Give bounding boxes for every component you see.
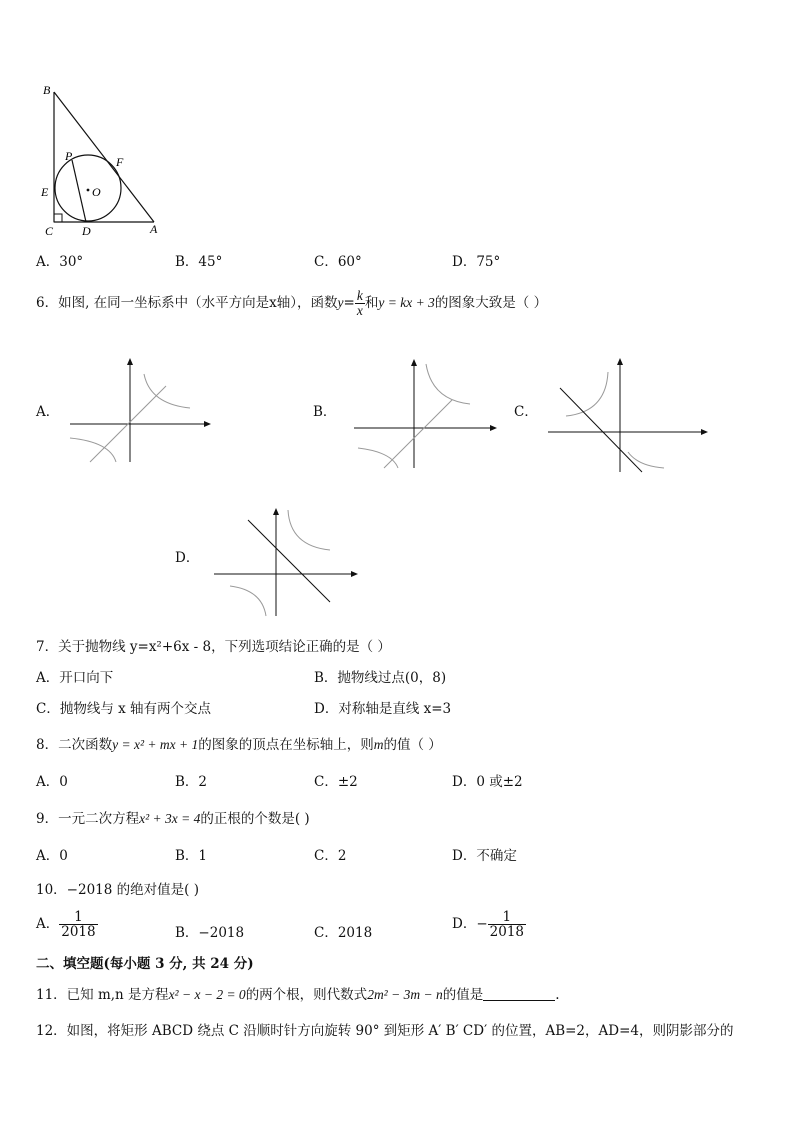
q9-suffix: 的正根的个数是( ) xyxy=(200,811,310,827)
q9-option-a[interactable]: A．0 xyxy=(36,848,68,864)
q10-a-den: 2018 xyxy=(61,924,96,941)
q11-end: . xyxy=(555,987,560,1003)
q5-triangle-figure xyxy=(36,80,166,238)
q6-option-c-label[interactable]: C． xyxy=(514,404,538,420)
q11-stem xyxy=(36,983,560,1003)
q11-prefix: 11．已知 m,n 是方程 xyxy=(36,987,169,1003)
q10-d-num: 1 xyxy=(488,910,526,925)
q7-stem: 7．关于抛物线 y=x²+6x - 8，下列选项结论正确的是（ ） xyxy=(36,639,391,655)
q10-stem: 10．−2018 的绝对值是( ) xyxy=(36,882,199,898)
q8-option-d[interactable]: D．0 或±2 xyxy=(452,774,523,790)
q10-option-a-label: A． xyxy=(36,916,60,933)
q10-option-d-fraction xyxy=(488,910,526,939)
q8-stem xyxy=(36,733,442,753)
q8-option-c[interactable]: C．±2 xyxy=(314,774,358,790)
q6-option-b-label[interactable]: B． xyxy=(313,404,337,420)
q9-stem xyxy=(36,807,310,827)
label-F: F xyxy=(116,155,124,169)
q10-option-c[interactable]: C．2018 xyxy=(314,925,373,941)
q7-option-c[interactable]: C．抛物线与 x 轴有两个交点 xyxy=(36,701,212,717)
q10-d-den: 2018 xyxy=(489,924,524,941)
q9-expr: x² + 3x = 4 xyxy=(139,811,201,826)
q6-and: 和 xyxy=(364,295,379,311)
q10-option-d-label: D．− xyxy=(452,916,488,933)
q8-prefix: 8．二次函数 xyxy=(36,737,113,753)
q6-fraction xyxy=(355,289,365,318)
q9-option-b[interactable]: B．1 xyxy=(175,848,208,864)
q7-option-a[interactable]: A．开口向下 xyxy=(36,670,114,686)
q11-answer-blank[interactable] xyxy=(483,986,555,1001)
q7-option-d[interactable]: D．对称轴是直线 x=3 xyxy=(314,701,452,717)
q12-stem: 12．如图，将矩形 ABCD 绕点 C 沿顺时针方向旋转 90° 到矩形 A′ B′ CD′ 的位置，AB=2，AD=4，则阴影部分的 xyxy=(36,1023,734,1039)
q6-graph-c[interactable] xyxy=(546,356,711,474)
label-A: A xyxy=(150,222,158,236)
q9-option-d[interactable]: D．不确定 xyxy=(452,848,517,864)
q9-option-c[interactable]: C．2 xyxy=(314,848,347,864)
q10-option-a[interactable] xyxy=(36,910,98,939)
q10-a-num: 1 xyxy=(59,910,97,925)
q8-m: m xyxy=(373,737,384,752)
q6-graph-d[interactable] xyxy=(212,506,362,618)
q5-option-c[interactable]: C．60° xyxy=(314,254,362,270)
q11-expr: x² − x − 2 = 0 xyxy=(168,987,246,1002)
section-heading-fill-in: 二、填空题(每小题 3 分, 共 24 分) xyxy=(36,956,254,972)
q5-option-b[interactable]: B．45° xyxy=(175,254,223,270)
label-D: D xyxy=(82,224,91,238)
q6-graph-a[interactable] xyxy=(68,356,213,464)
q10-option-b[interactable]: B．−2018 xyxy=(175,925,245,941)
label-E: E xyxy=(41,185,49,199)
q6-frac-den: x xyxy=(356,303,363,318)
q6-eq2: y = kx + 3 xyxy=(378,295,435,310)
q11-mid: 的两个根，则代数式 xyxy=(245,987,368,1003)
label-B: B xyxy=(43,83,51,97)
q10-option-a-fraction xyxy=(59,910,97,939)
q8-option-a[interactable]: A．0 xyxy=(36,774,68,790)
q6-graph-b[interactable] xyxy=(352,356,500,471)
q8-expr: y = x² + mx + 1 xyxy=(112,737,199,752)
q6-eq1: = xyxy=(343,295,355,311)
q6-frac-num: k xyxy=(356,287,363,303)
q6-stem xyxy=(36,284,547,322)
label-O: O xyxy=(92,185,101,199)
q6-suffix: 的图象大致是（ ） xyxy=(434,295,548,311)
q11-suffix: 的值是 xyxy=(442,987,484,1003)
q10-option-d[interactable] xyxy=(452,910,526,939)
q5-option-d[interactable]: D．75° xyxy=(452,254,501,270)
q9-prefix: 9．一元二次方程 xyxy=(36,811,140,827)
q6-option-d-label[interactable]: D． xyxy=(175,550,200,566)
q11-expr2: 2m² − 3m − n xyxy=(367,987,443,1002)
q5-option-a[interactable]: A．30° xyxy=(36,254,84,270)
q6-option-a-label[interactable]: A． xyxy=(36,404,60,420)
q6-y1: y xyxy=(337,295,344,310)
q6-prefix: 6．如图, 在同一坐标系中（水平方向是x轴），函数 xyxy=(36,295,338,311)
label-C: C xyxy=(45,224,54,238)
q8-option-b[interactable]: B．2 xyxy=(175,774,208,790)
q7-option-b[interactable]: B．抛物线过点(0，8) xyxy=(314,670,447,686)
q8-suffix: 的值（ ） xyxy=(383,737,442,753)
label-P: P xyxy=(65,149,73,163)
q8-mid: 的图象的顶点在坐标轴上，则 xyxy=(198,737,374,753)
